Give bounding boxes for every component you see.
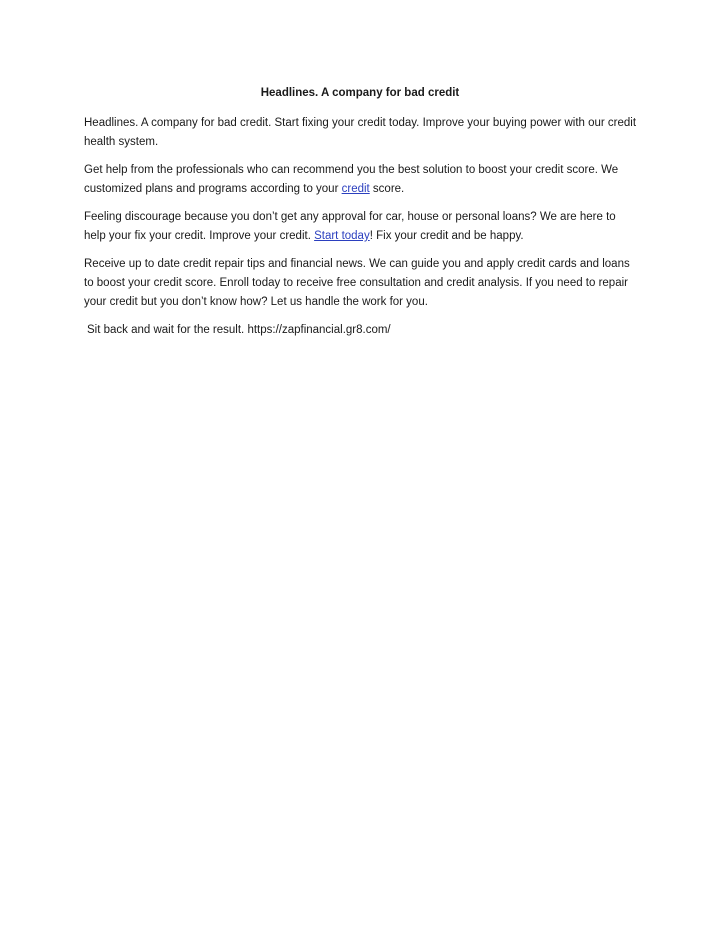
- paragraph-professionals-text: Get help from the professionals who can recommend you the best solution to boost your credit score. We customized plans and programs according to your: [84, 164, 619, 195]
- paragraph-professionals-tail: score.: [369, 183, 405, 195]
- paragraph-tips: Receive up to date credit repair tips and financial news. We can guide you and apply credit cards and loans to boost your credit score. Enroll today to receive free consultation and credit analysis. If you need to repair your credit but you don’t know how? Let us handle the work for you.: [84, 258, 630, 308]
- document-title: Headlines. A company for bad credit: [260, 87, 460, 99]
- paragraph-discourage-tail: ! Fix your credit and be happy.: [369, 230, 524, 242]
- paragraph-closing: Sit back and wait for the result. https://zapfinancial.gr8.com/: [87, 324, 391, 336]
- paragraph-professionals: [84, 161, 640, 199]
- credit-link[interactable]: credit: [341, 183, 370, 195]
- document-body: [84, 114, 640, 340]
- paragraph-discourage: [84, 208, 640, 246]
- paragraph-discourage-text: Feeling discourage because you don’t get any approval for car, house or personal loans? We are here to help your fix your credit. Improve your credit.: [84, 211, 616, 242]
- paragraph-intro: Headlines. A company for bad credit. Start fixing your credit today. Improve your buying power with our credit health system.: [84, 117, 637, 148]
- start-today-link[interactable]: Start today: [314, 230, 370, 242]
